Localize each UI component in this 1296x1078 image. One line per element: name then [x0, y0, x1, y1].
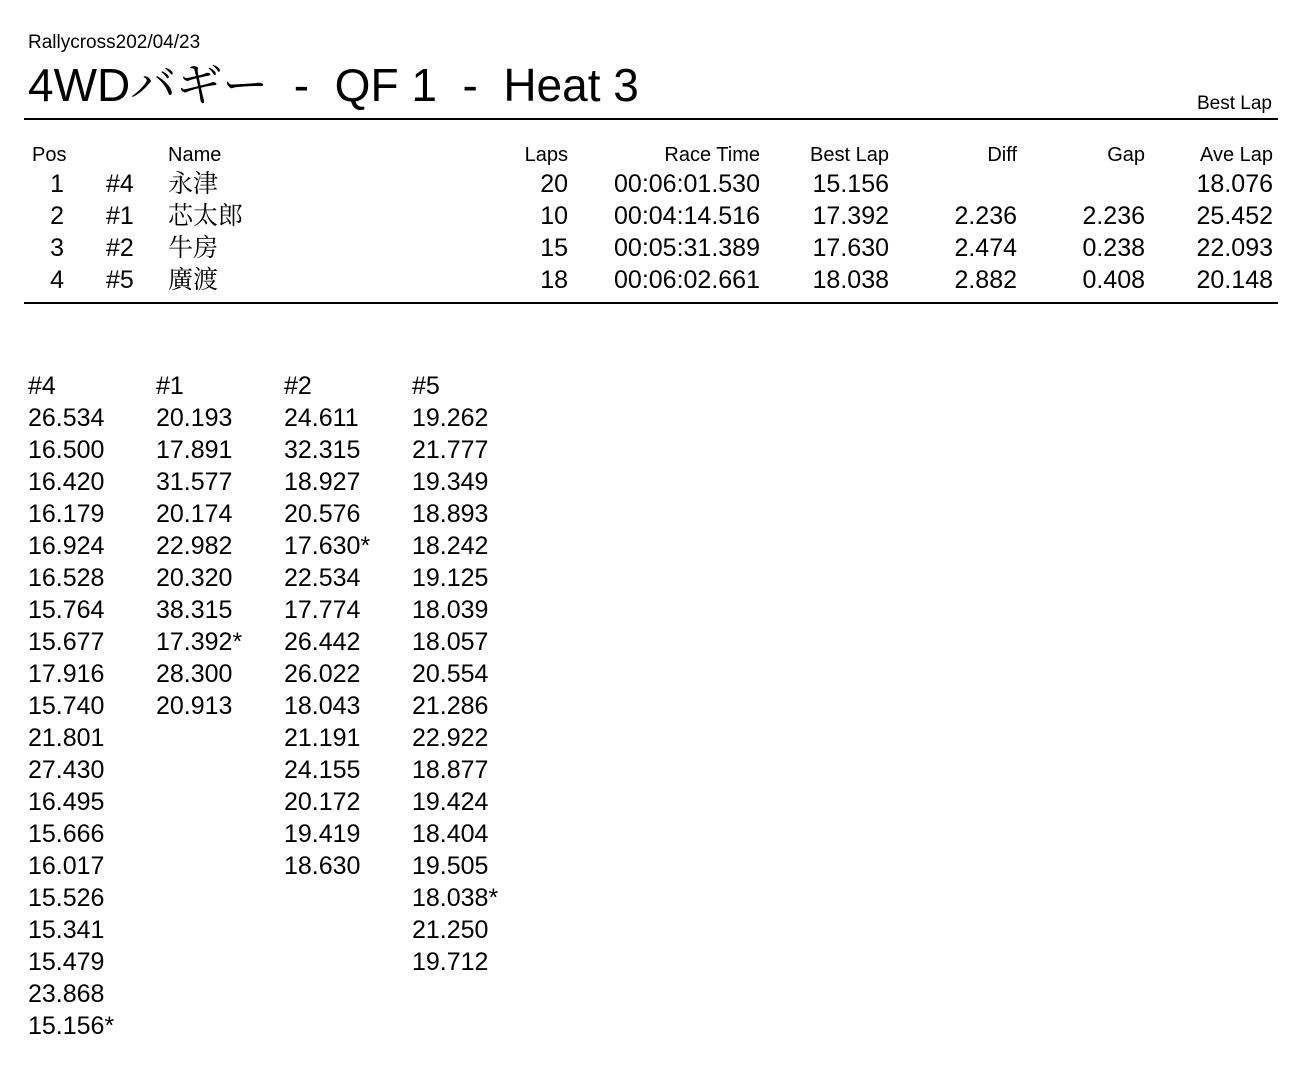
lap-time: 22.982: [156, 532, 233, 560]
best-lap-cell: 18.038: [812, 266, 889, 294]
lap-time: 19.424: [412, 788, 489, 816]
driver-name-cell: 芯太郎: [168, 202, 244, 230]
diff-cell: 2.882: [954, 266, 1017, 294]
laps-cell: 20: [540, 170, 568, 198]
lap-time: 18.927: [284, 468, 361, 496]
lap-time: 15.677: [28, 628, 105, 656]
lap-time: 17.774: [284, 596, 361, 624]
lap-time: 16.500: [28, 436, 105, 464]
lap-time: 20.172: [284, 788, 361, 816]
lap-column-header: #5: [412, 372, 440, 400]
lap-time: 20.193: [156, 404, 233, 432]
lap-time: 28.300: [156, 660, 233, 688]
lap-time: 21.777: [412, 436, 489, 464]
lap-time: 18.630: [284, 852, 361, 880]
gap-cell: 0.238: [1082, 234, 1145, 262]
lap-time: 15.479: [28, 948, 105, 976]
lap-time: 18.404: [412, 820, 489, 848]
table-row: [0, 200, 1296, 232]
lap-time: 16.179: [28, 500, 105, 528]
lap-column-header: #1: [156, 372, 184, 400]
lap-time: 26.442: [284, 628, 361, 656]
driver-name-cell: 廣渡: [168, 266, 219, 294]
lap-column-header: #4: [28, 372, 56, 400]
lap-time: 22.534: [284, 564, 361, 592]
lap-time: 24.611: [284, 404, 359, 432]
lap-time: 17.916: [28, 660, 105, 688]
pos-cell: 2: [50, 202, 64, 230]
lap-column: [156, 370, 276, 722]
lap-time: 27.430: [28, 756, 105, 784]
lap-time: 17.630*: [284, 532, 371, 560]
lap-time: 15.526: [28, 884, 105, 912]
event-subtitle: Rallycross202/04/23: [28, 32, 201, 53]
lap-column: [412, 370, 532, 978]
col-ave-lap-header: Ave Lap: [1199, 144, 1273, 166]
best-lap-cell: 17.392: [812, 202, 889, 230]
laps-cell: 10: [540, 202, 568, 230]
ave-lap-cell: 22.093: [1196, 234, 1273, 262]
lap-time: 21.286: [412, 692, 489, 720]
col-best-lap-header: Best Lap: [810, 144, 889, 166]
results-table: [0, 142, 1296, 296]
table-row: [0, 232, 1296, 264]
lap-time: 15.341: [28, 916, 105, 944]
diff-cell: 2.474: [954, 234, 1017, 262]
lap-time: 19.125: [412, 564, 489, 592]
race-time-cell: 00:06:01.530: [614, 170, 760, 198]
lap-time: 19.349: [412, 468, 489, 496]
lap-time: 15.764: [28, 596, 105, 624]
car-number-cell: #1: [106, 202, 134, 230]
col-race-time-header: Race Time: [664, 144, 760, 166]
lap-column-header: #2: [284, 372, 312, 400]
lap-time: 20.174: [156, 500, 233, 528]
lap-time: 21.191: [284, 724, 361, 752]
lap-time: 21.801: [28, 724, 105, 752]
pos-cell: 4: [50, 266, 64, 294]
pos-cell: 3: [50, 234, 64, 262]
bottom-rule: [24, 302, 1278, 304]
lap-time: 18.038*: [412, 884, 499, 912]
lap-time: 19.712: [412, 948, 489, 976]
race-time-cell: 00:06:02.661: [614, 266, 760, 294]
lap-time: 23.868: [28, 980, 105, 1008]
lap-time: 18.877: [412, 756, 489, 784]
table-row: [0, 168, 1296, 200]
lap-column: [28, 370, 148, 1042]
page-title: 4WDバギー - QF 1 - Heat 3: [28, 59, 639, 111]
driver-name-cell: 牛房: [168, 234, 219, 262]
table-row: [0, 264, 1296, 296]
lap-time: 18.893: [412, 500, 489, 528]
lap-time: 20.913: [156, 692, 233, 720]
lap-time: 18.043: [284, 692, 361, 720]
col-gap-header: Gap: [1107, 144, 1145, 166]
lap-time: 21.250: [412, 916, 489, 944]
lap-time: 16.528: [28, 564, 105, 592]
ave-lap-cell: 20.148: [1196, 266, 1273, 294]
car-number-cell: #2: [106, 234, 134, 262]
lap-time: 16.495: [28, 788, 105, 816]
lap-time: 19.505: [412, 852, 489, 880]
top-rule: [24, 118, 1278, 120]
lap-time: 19.262: [412, 404, 489, 432]
best-lap-cell: 15.156: [812, 170, 889, 198]
car-number-cell: #4: [106, 170, 134, 198]
lap-time: 26.534: [28, 404, 105, 432]
lap-time: 17.891: [156, 436, 233, 464]
diff-cell: 2.236: [954, 202, 1017, 230]
gap-cell: 2.236: [1082, 202, 1145, 230]
race-time-cell: 00:04:14.516: [614, 202, 760, 230]
lap-time: 18.242: [412, 532, 489, 560]
col-name-header: Name: [168, 144, 222, 166]
lap-time: 32.315: [284, 436, 361, 464]
lap-time: 16.017: [28, 852, 105, 880]
lap-time: 20.320: [156, 564, 233, 592]
lap-time: 31.577: [156, 468, 233, 496]
lap-time: 19.419: [284, 820, 361, 848]
lap-time: 20.576: [284, 500, 361, 528]
ave-lap-cell: 25.452: [1196, 202, 1273, 230]
lap-time: 18.039: [412, 596, 489, 624]
driver-name-cell: 永津: [168, 170, 219, 198]
ave-lap-cell: 18.076: [1196, 170, 1273, 198]
lap-time: 17.392*: [156, 628, 243, 656]
race-time-cell: 00:05:31.389: [614, 234, 760, 262]
lap-time: 15.740: [28, 692, 105, 720]
sort-mode-label: Best Lap: [1197, 93, 1272, 114]
lap-time: 26.022: [284, 660, 361, 688]
lap-time: 15.666: [28, 820, 105, 848]
gap-cell: 0.408: [1082, 266, 1145, 294]
lap-time: 15.156*: [28, 1012, 115, 1040]
lap-time: 38.315: [156, 596, 233, 624]
lap-time: 22.922: [412, 724, 489, 752]
best-lap-cell: 17.630: [812, 234, 889, 262]
car-number-cell: #5: [106, 266, 134, 294]
lap-time: 24.155: [284, 756, 361, 784]
lap-time: 18.057: [412, 628, 489, 656]
results-header-row: [0, 142, 1296, 168]
lap-time: 16.420: [28, 468, 105, 496]
lap-time: 16.924: [28, 532, 105, 560]
col-pos-header: Pos: [32, 144, 67, 166]
laps-cell: 18: [540, 266, 568, 294]
col-laps-header: Laps: [524, 144, 568, 166]
lap-time: 20.554: [412, 660, 489, 688]
lap-column: [284, 370, 404, 882]
col-diff-header: Diff: [987, 144, 1017, 166]
laps-cell: 15: [540, 234, 568, 262]
pos-cell: 1: [50, 170, 64, 198]
